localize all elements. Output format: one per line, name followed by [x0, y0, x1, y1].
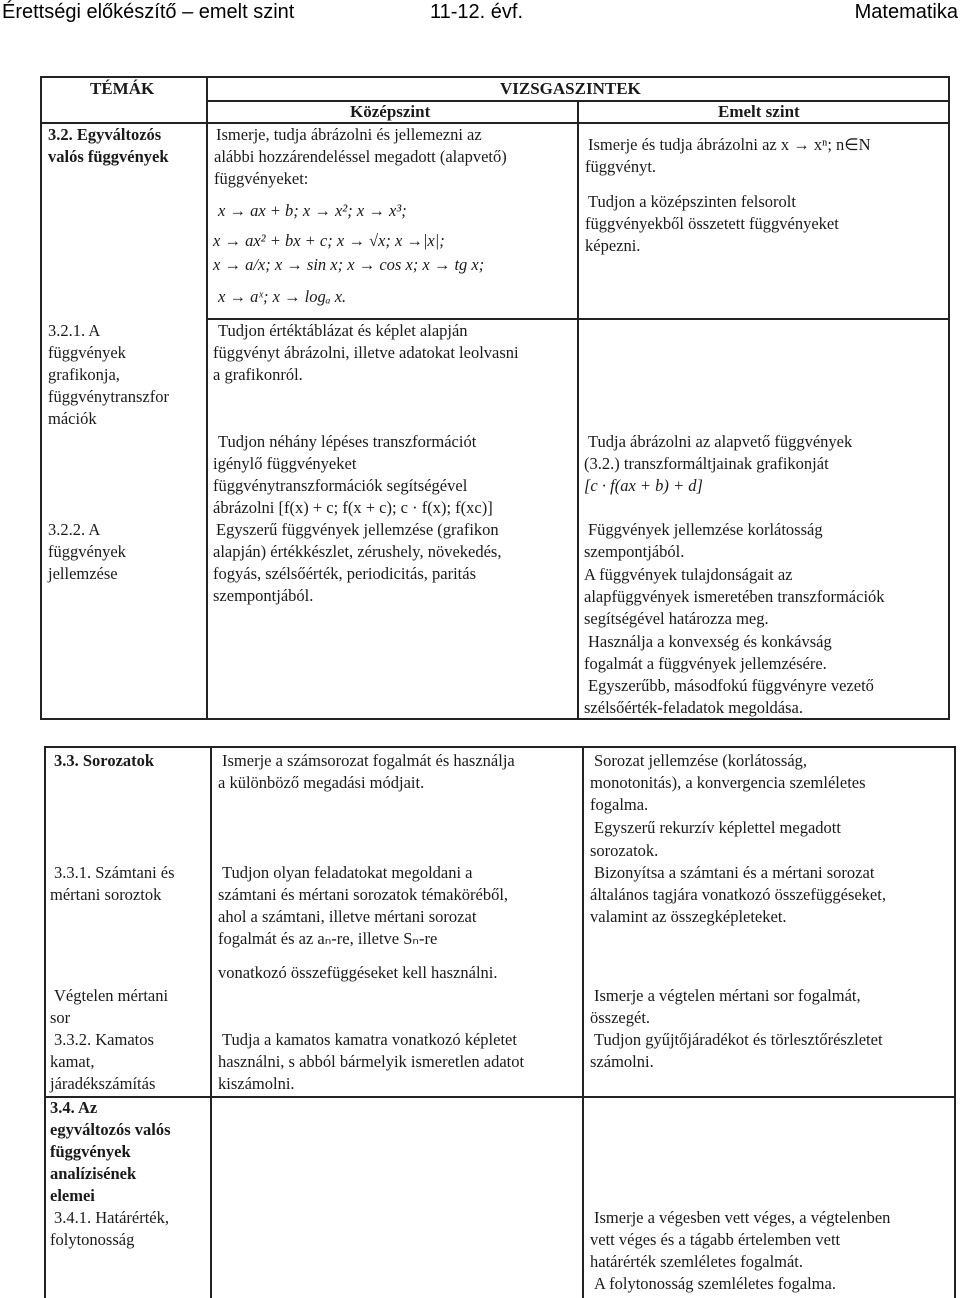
- mid-text: Ismerje, tudja ábrázolni és jellemezni az: [216, 125, 482, 144]
- mid-text: a grafikonról.: [213, 365, 303, 384]
- adv-text: Ismerje a végtelen mértani sor fogalmát,: [594, 986, 861, 1005]
- topic-3-3: 3.3. Sorozatok: [54, 751, 155, 770]
- adv-text: Egyszerűbb, másodfokú függvényre vezető: [588, 676, 874, 695]
- table2-border-left: [44, 746, 46, 1298]
- mid-text: ábrázolni [f(x) + c; f(x + c); c · f(x); f(xc)]: [213, 498, 493, 517]
- adv-text: általános tagjára vonatkozó összefüggéseket,: [590, 885, 886, 904]
- topic-3-2-2: 3.2.2. A: [48, 520, 101, 539]
- table1-border-bottom: [40, 718, 950, 720]
- adv-text: Tudjon gyűjtőjáradékot és törlesztőrészletet: [594, 1030, 883, 1049]
- table2-border-col2: [582, 746, 584, 1298]
- adv-formula: [c · f(ax + b) + d]: [584, 476, 703, 495]
- adv-text: valamint az összegképleteket.: [590, 907, 787, 926]
- mid-text: vonatkozó összefüggéseket kell használni.: [218, 963, 498, 982]
- mid-text: alábbi hozzárendeléssel megadott (alapvető): [214, 147, 507, 166]
- header-mid-level: Középszint: [350, 102, 431, 121]
- topic-3-2-cont: valós függvények: [48, 147, 169, 166]
- mid-text: függvénytranszformációk segítségével: [213, 476, 468, 495]
- table1-border-left: [40, 76, 42, 719]
- adv-text: összegét.: [590, 1008, 651, 1027]
- header-exam-levels: VIZSGASZINTEK: [500, 79, 641, 98]
- topic-3-4-cont: függvények: [50, 1142, 131, 1161]
- topic-3-2: 3.2. Egyváltozós: [48, 125, 162, 144]
- mid-text: alapján) értékkészlet, zérushely, növekedés,: [213, 542, 502, 561]
- adv-text: Egyszerű rekurzív képlettel megadott: [594, 818, 841, 837]
- adv-text: képezni.: [585, 236, 641, 255]
- adv-text: sorozatok.: [590, 841, 659, 860]
- table2-border-col1: [210, 746, 212, 1298]
- mid-formula: x → aˣ; x → logₐ x.: [218, 287, 347, 306]
- adv-text: monotonitás), a konvergencia szemléletes: [590, 773, 866, 792]
- topic-3-2-2-cont: jellemzése: [48, 564, 118, 583]
- topic-3-4: 3.4. Az: [50, 1098, 98, 1117]
- adv-text: Tudjon a középszinten felsorolt: [588, 192, 796, 211]
- mid-text: használni, s abból bármelyik ismeretlen adatot: [218, 1052, 525, 1071]
- adv-text: (3.2.) transzformáltjainak grafikonját: [584, 454, 829, 473]
- adv-text: Használja a konvexség és konkávság: [588, 632, 832, 651]
- topic-3-3-2: 3.3.2. Kamatos: [54, 1030, 154, 1049]
- topic-infinite-series: Végtelen mértani: [54, 986, 169, 1005]
- table2-border-right: [954, 746, 956, 1298]
- adv-text: függvényt.: [585, 157, 657, 176]
- mid-text: ahol a számtani, illetve mértani sorozat: [218, 907, 477, 926]
- mid-text: a különböző megadási módjait.: [218, 773, 425, 792]
- header-grade: 11-12. évf.: [430, 1, 524, 23]
- adv-text: A folytonosság szemléletes fogalma.: [594, 1274, 836, 1293]
- table1-border-right: [948, 76, 950, 719]
- adv-text: határérték szemléletes fogalmát.: [590, 1252, 804, 1271]
- adv-text: Sorozat jellemzése (korlátosság,: [594, 751, 808, 770]
- header-course-title: Érettségi előkészítő – emelt szint: [2, 1, 295, 23]
- mid-text: Tudjon értéktáblázat és képlet alapján: [218, 321, 468, 340]
- adv-text: vett véges és a tágabb értelemben vett: [590, 1230, 841, 1249]
- adv-text: szélsőérték-feladatok megoldása.: [584, 698, 803, 717]
- table2-border-row: [44, 1096, 955, 1098]
- topic-3-3-2-cont: kamat,: [50, 1052, 95, 1071]
- topic-3-4-cont: analízisének: [50, 1164, 137, 1183]
- topic-3-3-1-cont: mértani soroztok: [50, 885, 162, 904]
- mid-text: kiszámolni.: [218, 1074, 295, 1093]
- adv-text: fogalmát a függvények jellemzésére.: [584, 654, 827, 673]
- mid-text: igénylő függvényeket: [213, 454, 357, 473]
- header-adv-level: Emelt szint: [718, 102, 800, 121]
- topic-3-2-1-cont: grafikonja,: [48, 365, 120, 384]
- table1-border-header: [40, 122, 950, 124]
- adv-text: fogalma.: [590, 795, 649, 814]
- mid-text: számtani és mértani sorozatok témaköréből,: [218, 885, 509, 904]
- mid-formula: x → ax² + bx + c; x → √x; x →|x|;: [213, 231, 445, 250]
- topic-infinite-series-cont: sor: [50, 1008, 71, 1027]
- mid-text: fogalmát és az aₙ-re, illetve Sₙ-re: [218, 929, 438, 948]
- table1-border-top: [40, 76, 950, 78]
- topic-3-2-2-cont: függvények: [48, 542, 126, 561]
- adv-text: Bizonyítsa a számtani és a mértani sorozat: [594, 863, 875, 882]
- topic-3-4-1: 3.4.1. Határérték,: [54, 1208, 169, 1227]
- mid-formula: x → ax + b; x → x²; x → x³;: [218, 201, 407, 220]
- mid-formula: x → a/x; x → sin x; x → cos x; x → tg x;: [213, 255, 485, 274]
- mid-text: függvényt ábrázolni, illetve adatokat leolvasni: [213, 343, 519, 362]
- page-header: [0, 0, 960, 28]
- adv-text: Függvények jellemzése korlátosság: [588, 520, 823, 539]
- header-topics: TÉMÁK: [90, 79, 155, 98]
- table2-border-top: [44, 746, 955, 748]
- adv-text: szempontjából.: [584, 542, 685, 561]
- mid-text: Tudjon olyan feladatokat megoldani a: [222, 863, 473, 882]
- table1-border-col1: [206, 76, 208, 719]
- adv-text: számolni.: [590, 1052, 654, 1071]
- adv-text: Tudja ábrázolni az alapvető függvények: [588, 432, 853, 451]
- mid-text: Egyszerű függvények jellemzése (grafikon: [216, 520, 499, 539]
- mid-text: fogyás, szélsőérték, periodicitás, paritás: [213, 564, 476, 583]
- adv-text: függvényekből összetett függvényeket: [585, 214, 839, 233]
- adv-text: Ismerje és tudja ábrázolni az x → xⁿ; n∈N: [588, 135, 871, 154]
- adv-text: alapfüggvények ismeretében transzformációk: [584, 587, 885, 606]
- topic-3-4-cont: elemei: [50, 1186, 95, 1205]
- mid-text: szempontjából.: [213, 586, 314, 605]
- mid-text: függvényeket:: [214, 169, 309, 188]
- topic-3-2-1-cont: függvények: [48, 343, 126, 362]
- mid-text: Tudja a kamatos kamatra vonatkozó képletet: [222, 1030, 517, 1049]
- mid-text: Ismerje a számsorozat fogalmát és használja: [222, 751, 515, 770]
- adv-text: A függvények tulajdonságait az: [584, 565, 793, 584]
- topic-3-2-1-cont: függvénytranszfor: [48, 387, 169, 406]
- header-subject: Matematika: [854, 1, 958, 23]
- adv-text: Ismerje a végesben vett véges, a végtelenben: [594, 1208, 891, 1227]
- adv-text: segítségével határozza meg.: [584, 609, 769, 628]
- topic-3-4-cont: egyváltozós valós: [50, 1120, 171, 1139]
- topic-3-2-1-cont: mációk: [48, 409, 97, 428]
- topic-3-3-2-cont: járadékszámítás: [50, 1074, 156, 1093]
- topic-3-2-1: 3.2.1. A: [48, 321, 101, 340]
- topic-3-4-1-cont: folytonosság: [50, 1230, 135, 1249]
- topic-3-3-1: 3.3.1. Számtani és: [54, 863, 175, 882]
- table1-border-col2: [577, 100, 579, 719]
- mid-text: Tudjon néhány lépéses transzformációt: [218, 432, 477, 451]
